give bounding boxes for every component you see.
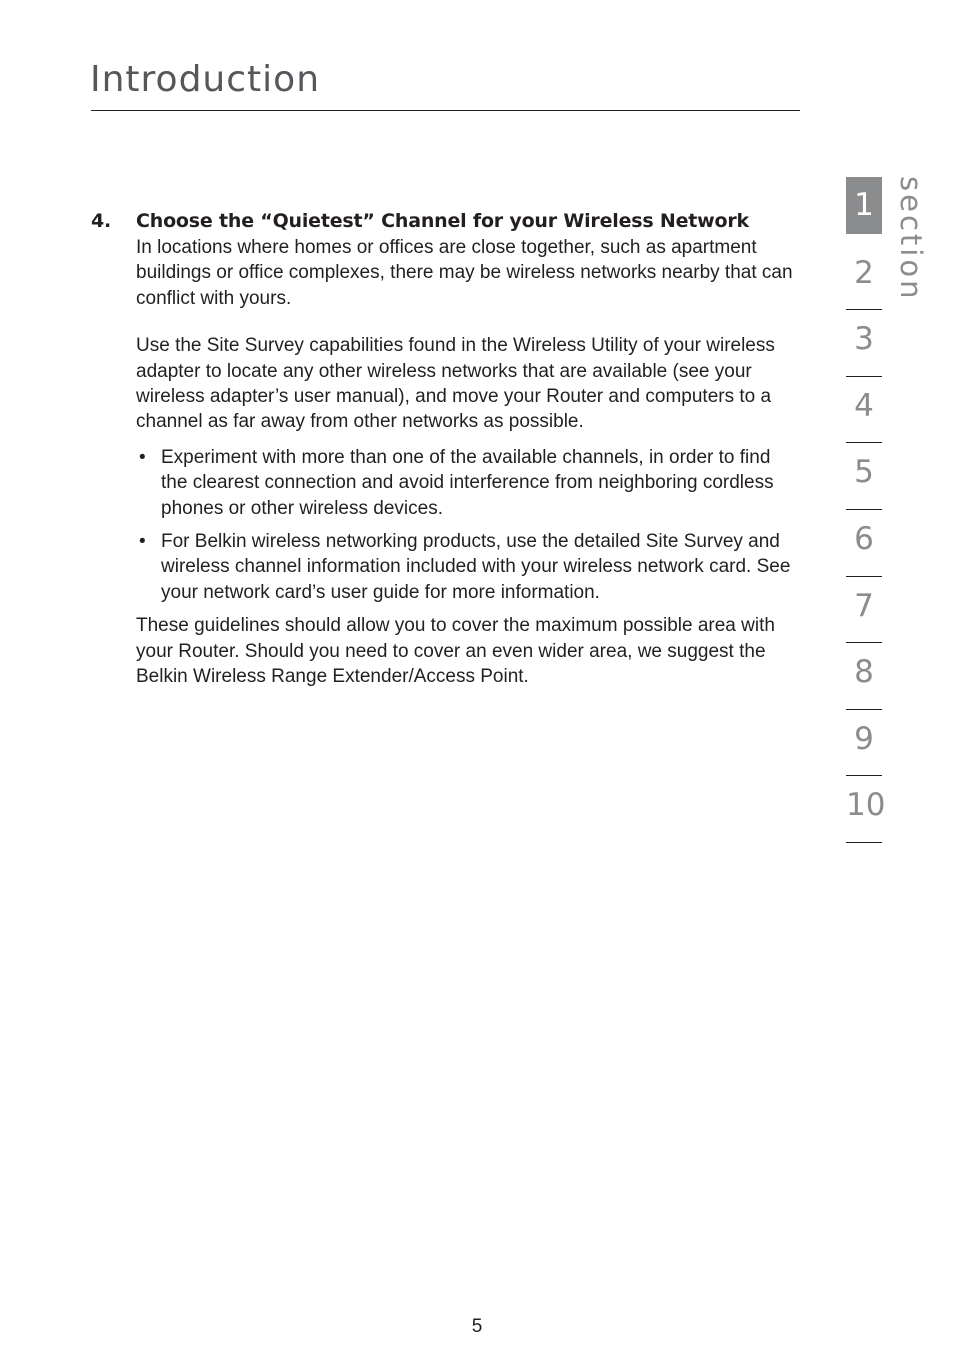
intro-paragraph: In locations where homes or offices are close together, such as apartment buildings or office complexes, there may be wireless networks nearby that can conflict with yours. [136, 237, 793, 309]
section-tab-label: 3 [854, 321, 874, 358]
list-item-text: For Belkin wireless networking products, use the detailed Site Survey and wireless channel information included with your wireless network card. See your network card’s user guide for more information. [161, 531, 791, 603]
bullet-icon: • [139, 531, 146, 553]
section-tab-10 [846, 776, 886, 843]
section-nav [846, 177, 886, 843]
section-tab-3 [846, 310, 882, 377]
page-number: 5 [471, 1316, 483, 1337]
closing-paragraph: These guidelines should allow you to cover the maximum possible area with your Router. Should you need to cover an even wider area, we suggest the Belkin Wireless Range Extender/Access Point. [136, 615, 775, 688]
list-item [136, 529, 801, 605]
bullet-icon: • [139, 446, 146, 468]
section-tab-5 [846, 443, 882, 510]
step-number: 4. [91, 210, 112, 232]
section-tab-4 [846, 377, 882, 444]
section-tab-label: 7 [854, 587, 874, 624]
section-tab-label: 8 [854, 654, 874, 691]
section-tab-label: 10 [846, 787, 886, 824]
section-tab-label: 1 [854, 187, 874, 223]
section-tab-9 [846, 710, 882, 777]
tips-list [136, 445, 801, 605]
section-tab-label: 6 [854, 520, 874, 557]
section-tab-label: 2 [854, 254, 874, 291]
section-label: section [894, 176, 928, 302]
main-content [91, 207, 801, 690]
step-heading [91, 207, 801, 235]
section-tab-label: 9 [854, 720, 874, 757]
section-tab-7 [846, 577, 882, 644]
section-tab-label: 4 [854, 387, 874, 424]
step-body [136, 235, 801, 690]
section-tab-label: 5 [854, 454, 874, 491]
step-heading-text: Choose the “Quietest” Channel for your Wireless Network [136, 210, 749, 232]
section-tab-1 [846, 177, 882, 234]
section-tab-8 [846, 643, 882, 710]
site-survey-paragraph: Use the Site Survey capabilities found in the Wireless Utility of your wireless adapter to locate any other wireless networks that are available (see your wireless adapter’s user manual), and move your Router and computers to a channel as far away from other networks as possible. [136, 335, 775, 433]
header-divider [91, 110, 800, 111]
section-tab-6 [846, 510, 882, 577]
list-item-text: Experiment with more than one of the available channels, in order to find the clearest connection and avoid interference from neighboring cordless phones or other wireless devices. [161, 446, 774, 519]
page-title: Introduction [90, 59, 321, 100]
section-divider [846, 842, 882, 843]
list-item [136, 445, 801, 521]
section-tab-2 [846, 244, 882, 311]
